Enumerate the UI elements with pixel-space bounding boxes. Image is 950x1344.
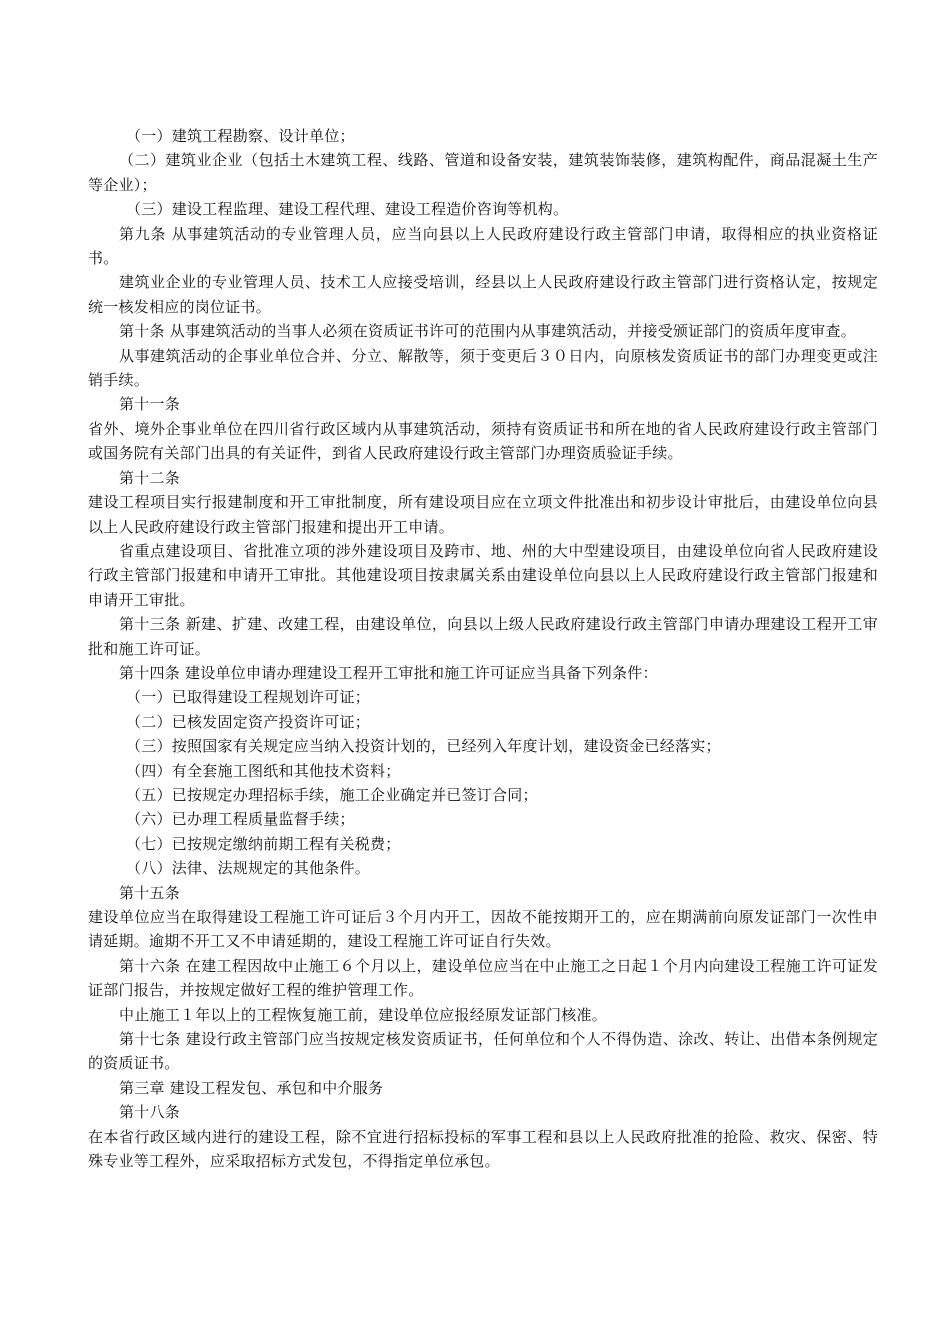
article-17: 第十七条 建设行政主管部门应当按规定核发资质证书，任何单位和个人不得伪造、涂改、转让、出借本条例规定的资质证书。 bbox=[88, 1030, 878, 1073]
article-12-heading: 第十二条 bbox=[119, 468, 181, 487]
article-16-paragraph-2: 中止施工１年以上的工程恢复施工前，建设单位应报经原发证部门核准。 bbox=[119, 1005, 608, 1024]
article-18-body: 在本省行政区域内进行的建设工程，除不宜进行招标投标的军事工程和县以上人民政府批准的抢险、救灾、保密、特殊专业等工程外，应采取招标方式发包，不得指定单位承包。 bbox=[88, 1127, 878, 1171]
article-10-paragraph-2: 从事建筑活动的企事业单位合并、分立、解散等，须于变更后３０日内，向原核发资质证书的部门办理变更或注销手续。 bbox=[88, 346, 878, 390]
condition-item-5: （五）已按规定办理招标手续，施工企业确定并已签订合同； bbox=[126, 785, 538, 804]
article-12-body: 建设工程项目实行报建制度和开工审批制度，所有建设项目应在立项文件批准出和初步设计审批后，由建设单位向县以上人民政府建设行政主管部门报建和提出开工申请。 bbox=[88, 493, 878, 536]
article-9-paragraph-2: 建筑业企业的专业管理人员、技术工人应接受培训，经县以上人民政府建设行政主管部门进行资格认定，按规定统一核发相应的岗位证书。 bbox=[88, 273, 878, 316]
article-13: 第十三条 新建、扩建、改建工程，由建设单位，向县以上级人民政府建设行政主管部门申请办理建设工程开工审批和施工许可证。 bbox=[88, 615, 878, 658]
document-body bbox=[88, 124, 878, 1173]
article-16: 第十六条 在建工程因故中止施工６个月以上，建设单位应当在中止施工之日起１个月内向建设工程施工许可证发证部门报告，并按规定做好工程的维护管理工作。 bbox=[88, 956, 878, 1000]
chapter-3-heading: 第三章 建设工程发包、承包和中介服务 bbox=[119, 1078, 384, 1097]
article-14: 第十四条 建设单位申请办理建设工程开工审批和施工许可证应当具备下列条件： bbox=[119, 663, 658, 682]
list-item-construction-enterprises: （二）建筑业企业（包括土木建筑工程、线路、管道和设备安装，建筑装饰装修，建筑构配件，商品混凝土生产等企业）； bbox=[88, 151, 878, 194]
condition-item-4: （四）有全套施工图纸和其他技术资料； bbox=[126, 761, 401, 780]
condition-item-2: （二）已核发固定资产投资许可证； bbox=[126, 712, 371, 731]
condition-item-6: （六）已办理工程质量监督手续； bbox=[126, 810, 355, 829]
list-item-survey-design-units: （一）建筑工程勘察、设计单位； bbox=[126, 127, 355, 145]
article-11-body: 省外、境外企事业单位在四川省行政区域内从事建筑活动，须持有资质证书和所在地的省人民政府建设行政主管部门或国务院有关部门出具的有关证件，到省人民政府建设行政主管部门办理资质验证手续。 bbox=[88, 419, 878, 463]
article-15-heading: 第十五条 bbox=[119, 883, 181, 902]
condition-item-8: （八）法律、法规规定的其他条件。 bbox=[126, 859, 371, 878]
article-18-heading: 第十八条 bbox=[119, 1103, 181, 1122]
article-12-paragraph-2: 省重点建设项目、省批准立项的涉外建设项目及跨市、地、州的大中型建设项目，由建设单位向省人民政府建设行政主管部门报建和申请开工审批。其他建设项目按隶属关系由建设单位向县以上人民政府建设行政主管部门报建和申请开工审批。 bbox=[88, 541, 878, 609]
article-9: 第九条 从事建筑活动的专业管理人员，应当向县以上人民政府建设行政主管部门申请，取得相应的执业资格证书。 bbox=[88, 224, 878, 268]
condition-item-1: （一）已取得建设工程规划许可证； bbox=[126, 688, 371, 707]
condition-item-3: （三）按照国家有关规定应当纳入投资计划的，已经列入年度计划，建设资金已经落实； bbox=[126, 737, 721, 756]
article-11-heading: 第十一条 bbox=[119, 395, 181, 414]
article-15-body: 建设单位应当在取得建设工程施工许可证后３个月内开工，因故不能按期开工的，应在期满前向原发证部门一次性申请延期。逾期不开工又不申请延期的，建设工程施工许可证自行失效。 bbox=[88, 908, 878, 951]
list-item-supervision-agencies: （三）建设工程监理、建设工程代理、建设工程造价咨询等机构。 bbox=[126, 200, 569, 219]
condition-item-7: （七）已按规定缴纳前期工程有关税费； bbox=[126, 834, 401, 853]
article-10: 第十条 从事建筑活动的当事人必须在资质证书许可的范围内从事建筑活动，并接受颁证部门的资质年度审查。 bbox=[119, 322, 857, 341]
